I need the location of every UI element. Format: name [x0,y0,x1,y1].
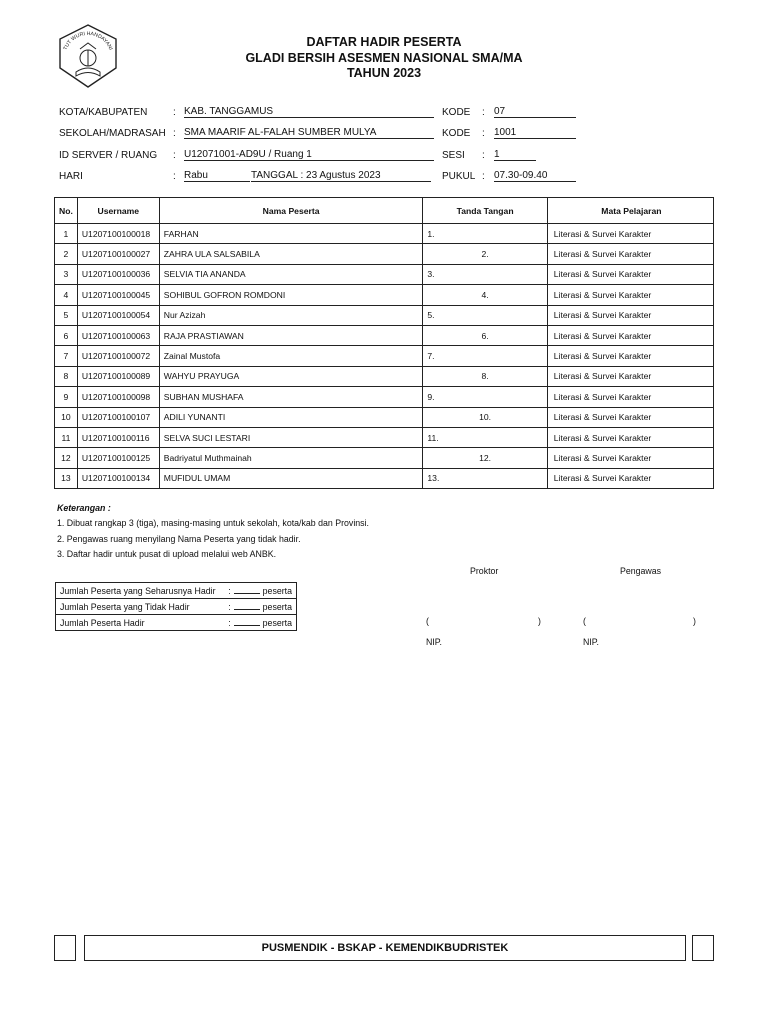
row-no: 10 [55,407,78,427]
table-row [55,468,714,488]
row-username: U1207100100063 [77,325,159,345]
header-line3: TAHUN 2023 [346,66,422,80]
colon: : [173,171,176,182]
row-username: U1207100100134 [77,468,159,488]
row-tanda-tangan: 8. [423,366,547,386]
proktor-label: Proktor [470,566,499,576]
summary-colon: : [228,601,231,612]
table-row [55,244,714,264]
row-no: 4 [55,285,78,305]
row-no: 5 [55,305,78,325]
row-tanda-tangan: 4. [423,285,547,305]
row-nama: FARHAN [159,224,423,244]
row-nama: SELVIA TIA ANANDA [159,264,423,284]
row-tanda-tangan: 11. [423,427,547,447]
colon: : [482,171,485,182]
summary-unit: peserta [262,601,292,612]
kode2-label: KODE [442,128,471,139]
table-row [55,448,714,468]
row-tanda-tangan: 7. [423,346,547,366]
note-item: 3. Daftar hadir untuk pusat di upload melalui web ANBK. [57,549,277,559]
row-username: U1207100100072 [77,346,159,366]
pukul-label: PUKUL [442,171,476,182]
row-username: U1207100100116 [77,427,159,447]
row-nama: RAJA PRASTIAWAN [159,325,423,345]
kode1-value: 07 [494,106,576,118]
colon: : [482,150,485,161]
pengawas-nip: NIP. [583,637,599,647]
note-item: 2. Pengawas ruang menyilang Nama Peserta yang tidak hadir. [57,534,301,544]
kota-label: KOTA/KABUPATEN [59,107,148,118]
sekolah-value: SMA MAARIF AL-FALAH SUMBER MULYA [184,127,434,139]
row-username: U1207100100089 [77,366,159,386]
row-no: 13 [55,468,78,488]
summary-colon: : [228,617,231,628]
row-nama: SELVA SUCI LESTARI [159,427,423,447]
row-no: 11 [55,427,78,447]
header-line2: GLADI BERSIH ASESMEN NASIONAL SMA/MA [245,51,523,65]
pengawas-label: Pengawas [620,566,662,576]
logo-text: TUT WURI HANDAYANI [62,30,114,52]
row-mata-pelajaran: Literasi & Survei Karakter [547,244,713,264]
header-no: No. [55,198,78,224]
row-mata-pelajaran: Literasi & Survei Karakter [547,366,713,386]
header-line1: DAFTAR HADIR PESERTA [306,35,462,49]
summary-label: Jumlah Peserta yang Seharusnya Hadir [60,585,216,596]
row-mata-pelajaran: Literasi & Survei Karakter [547,264,713,284]
summary-table [55,582,297,631]
row-mata-pelajaran: Literasi & Survei Karakter [547,468,713,488]
header-nama: Nama Peserta [159,198,423,224]
pengawas-open-paren: ( [583,616,586,626]
header-tanda-tangan: Tanda Tangan [423,198,547,224]
row-nama: Badriyatul Muthmainah [159,448,423,468]
row-username: U1207100100036 [77,264,159,284]
row-no: 6 [55,325,78,345]
summary-row [56,583,297,599]
server-label: ID SERVER / RUANG [59,150,158,161]
row-no: 1 [55,224,78,244]
table-row [55,366,714,386]
summary-blank [234,625,260,626]
table-header-row [55,198,714,224]
table-row [55,346,714,366]
row-username: U1207100100027 [77,244,159,264]
row-nama: WAHYU PRAYUGA [159,366,423,386]
attendance-table [54,197,714,489]
row-username: U1207100100018 [77,224,159,244]
row-nama: Nur Azizah [159,305,423,325]
row-tanda-tangan: 13. [423,468,547,488]
kode1-label: KODE [442,107,471,118]
colon: : [173,107,176,118]
row-username: U1207100100045 [77,285,159,305]
row-tanda-tangan: 10. [423,407,547,427]
pukul-value: 07.30-09.40 [494,170,576,182]
row-no: 3 [55,264,78,284]
header-mata-pelajaran: Mata Pelajaran [547,198,713,224]
server-value: U12071001-AD9U / Ruang 1 [184,149,434,161]
row-mata-pelajaran: Literasi & Survei Karakter [547,224,713,244]
kode2-value: 1001 [494,127,576,139]
hari-label: HARI [59,171,83,182]
note-item: 1. Dibuat rangkap 3 (tiga), masing-masing untuk sekolah, kota/kab dan Provinsi. [57,518,369,528]
row-tanda-tangan: 1. [423,224,547,244]
tanggal-value: TANGGAL : 23 Agustus 2023 [251,170,431,182]
footer-left-box [54,935,76,961]
colon: : [173,128,176,139]
pengawas-close-paren: ) [693,616,696,626]
summary-row [56,599,297,615]
sesi-label: SESI [442,150,465,161]
row-no: 9 [55,387,78,407]
row-mata-pelajaran: Literasi & Survei Karakter [547,346,713,366]
row-tanda-tangan: 5. [423,305,547,325]
summary-colon: : [228,585,231,596]
row-no: 2 [55,244,78,264]
table-row [55,387,714,407]
row-tanda-tangan: 2. [423,244,547,264]
proktor-open-paren: ( [426,616,429,626]
row-username: U1207100100125 [77,448,159,468]
proktor-nip: NIP. [426,637,442,647]
row-nama: SUBHAN MUSHAFA [159,387,423,407]
table-row [55,325,714,345]
row-mata-pelajaran: Literasi & Survei Karakter [547,407,713,427]
row-mata-pelajaran: Literasi & Survei Karakter [547,305,713,325]
table-row [55,305,714,325]
row-tanda-tangan: 3. [423,264,547,284]
kota-value: KAB. TANGGAMUS [184,106,434,118]
summary-unit: peserta [262,585,292,596]
notes-title: Keterangan : [57,503,111,513]
sekolah-label: SEKOLAH/MADRASAH [59,128,166,139]
header-username: Username [77,198,159,224]
row-mata-pelajaran: Literasi & Survei Karakter [547,448,713,468]
row-nama: ADILI YUNANTI [159,407,423,427]
row-tanda-tangan: 12. [423,448,547,468]
row-mata-pelajaran: Literasi & Survei Karakter [547,325,713,345]
row-mata-pelajaran: Literasi & Survei Karakter [547,427,713,447]
row-username: U1207100100054 [77,305,159,325]
summary-blank [234,609,260,610]
table-row [55,427,714,447]
colon: : [482,107,485,118]
summary-label: Jumlah Peserta yang Tidak Hadir [60,601,190,612]
table-row [55,407,714,427]
row-no: 8 [55,366,78,386]
row-tanda-tangan: 9. [423,387,547,407]
table-row [55,285,714,305]
row-nama: SOHIBUL GOFRON ROMDONI [159,285,423,305]
tut-wuri-handayani-logo [54,22,122,90]
row-username: U1207100100098 [77,387,159,407]
footer-text: PUSMENDIK - BSKAP - KEMENDIKBUDRISTEK [84,935,686,961]
row-mata-pelajaran: Literasi & Survei Karakter [547,285,713,305]
row-nama: ZAHRA ULA SALSABILA [159,244,423,264]
row-nama: MUFIDUL UMAM [159,468,423,488]
summary-row [56,615,297,631]
row-username: U1207100100107 [77,407,159,427]
summary-label: Jumlah Peserta Hadir [60,617,145,628]
table-row [55,264,714,284]
proktor-close-paren: ) [538,616,541,626]
summary-blank [234,593,260,594]
colon: : [482,128,485,139]
hari-value: Rabu [184,170,250,182]
row-mata-pelajaran: Literasi & Survei Karakter [547,387,713,407]
row-nama: Zainal Mustofa [159,346,423,366]
footer-right-box [692,935,714,961]
row-no: 12 [55,448,78,468]
summary-unit: peserta [262,617,292,628]
row-no: 7 [55,346,78,366]
table-row [55,224,714,244]
sesi-value: 1 [494,149,536,161]
row-tanda-tangan: 6. [423,325,547,345]
colon: : [173,150,176,161]
